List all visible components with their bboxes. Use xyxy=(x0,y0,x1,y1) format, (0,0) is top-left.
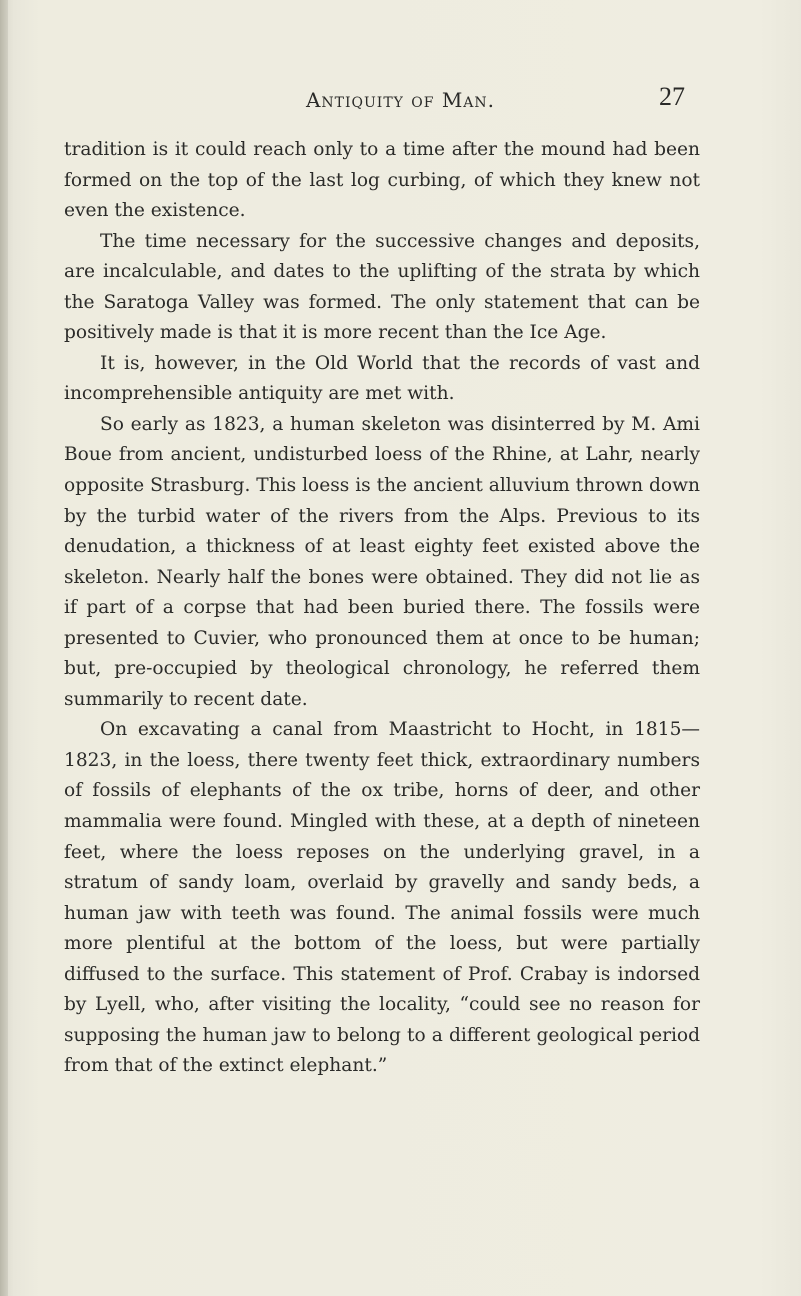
paragraph-maastricht-canal: On excavating a canal from Maastricht to Hocht, in 1815—1823, in the loess, there twenty feet thick, extraordinary numbers of fossils of elephants of the ox tribe, horns of deer, and other mammalia were found. Mingled with these, at a depth of nineteen feet, where the loess reposes on the underlying gravel, in a stratum of sandy loam, overlaid by gravelly and sandy beds, a human jaw with teeth was found. The animal fossils were much more plentiful at the bottom of the loess, but were partially diffused to the surface. This statement of Prof. Crabay is indorsed by Lyell, who, after visiting the locality, “could see no reason for supposing the human jaw to belong to a different geological period from that of the extinct elephant.” xyxy=(64,719,700,1077)
page-number: 27 xyxy=(659,82,685,111)
running-title: Antiquity of Man. xyxy=(305,88,496,112)
paragraph-lahr-skeleton: So early as 1823, a human skeleton was disinterred by M. Ami Boue from ancient, undisturbed loess of the Rhine, at Lahr, nearly opposite Strasburg. This loess is the ancient alluvium thrown down by the turbid water of the rivers from the Alps. Previous to its denudation, a thickness of at least eighty feet existed above the skeleton. Nearly half the bones were obtained. They did not lie as if part of a corpse that had been buried there. The fossils were presented to Cuvier, who pronounced them at once to be human; but, pre-occupied by theological chronology, he referred them summarily to recent date. xyxy=(64,413,700,710)
page-gutter-shadow xyxy=(0,0,8,1296)
paragraph-continuation: tradition is it could reach only to a time after the mound had been formed on the top of the last log curbing, of which they knew not even the existence. xyxy=(64,139,700,222)
paragraph-saratoga-valley: The time necessary for the successive changes and deposits, are incalculable, and dates to the uplifting of the strata by which the Saratoga Valley was formed. The only statement that can be positively made is that it is more recent than the Ice Age. xyxy=(64,230,700,344)
body-text xyxy=(64,135,700,1082)
paragraph-old-world: It is, however, in the Old World that the records of vast and incomprehensible antiquity are met with. xyxy=(64,352,700,405)
page-header xyxy=(0,82,801,122)
